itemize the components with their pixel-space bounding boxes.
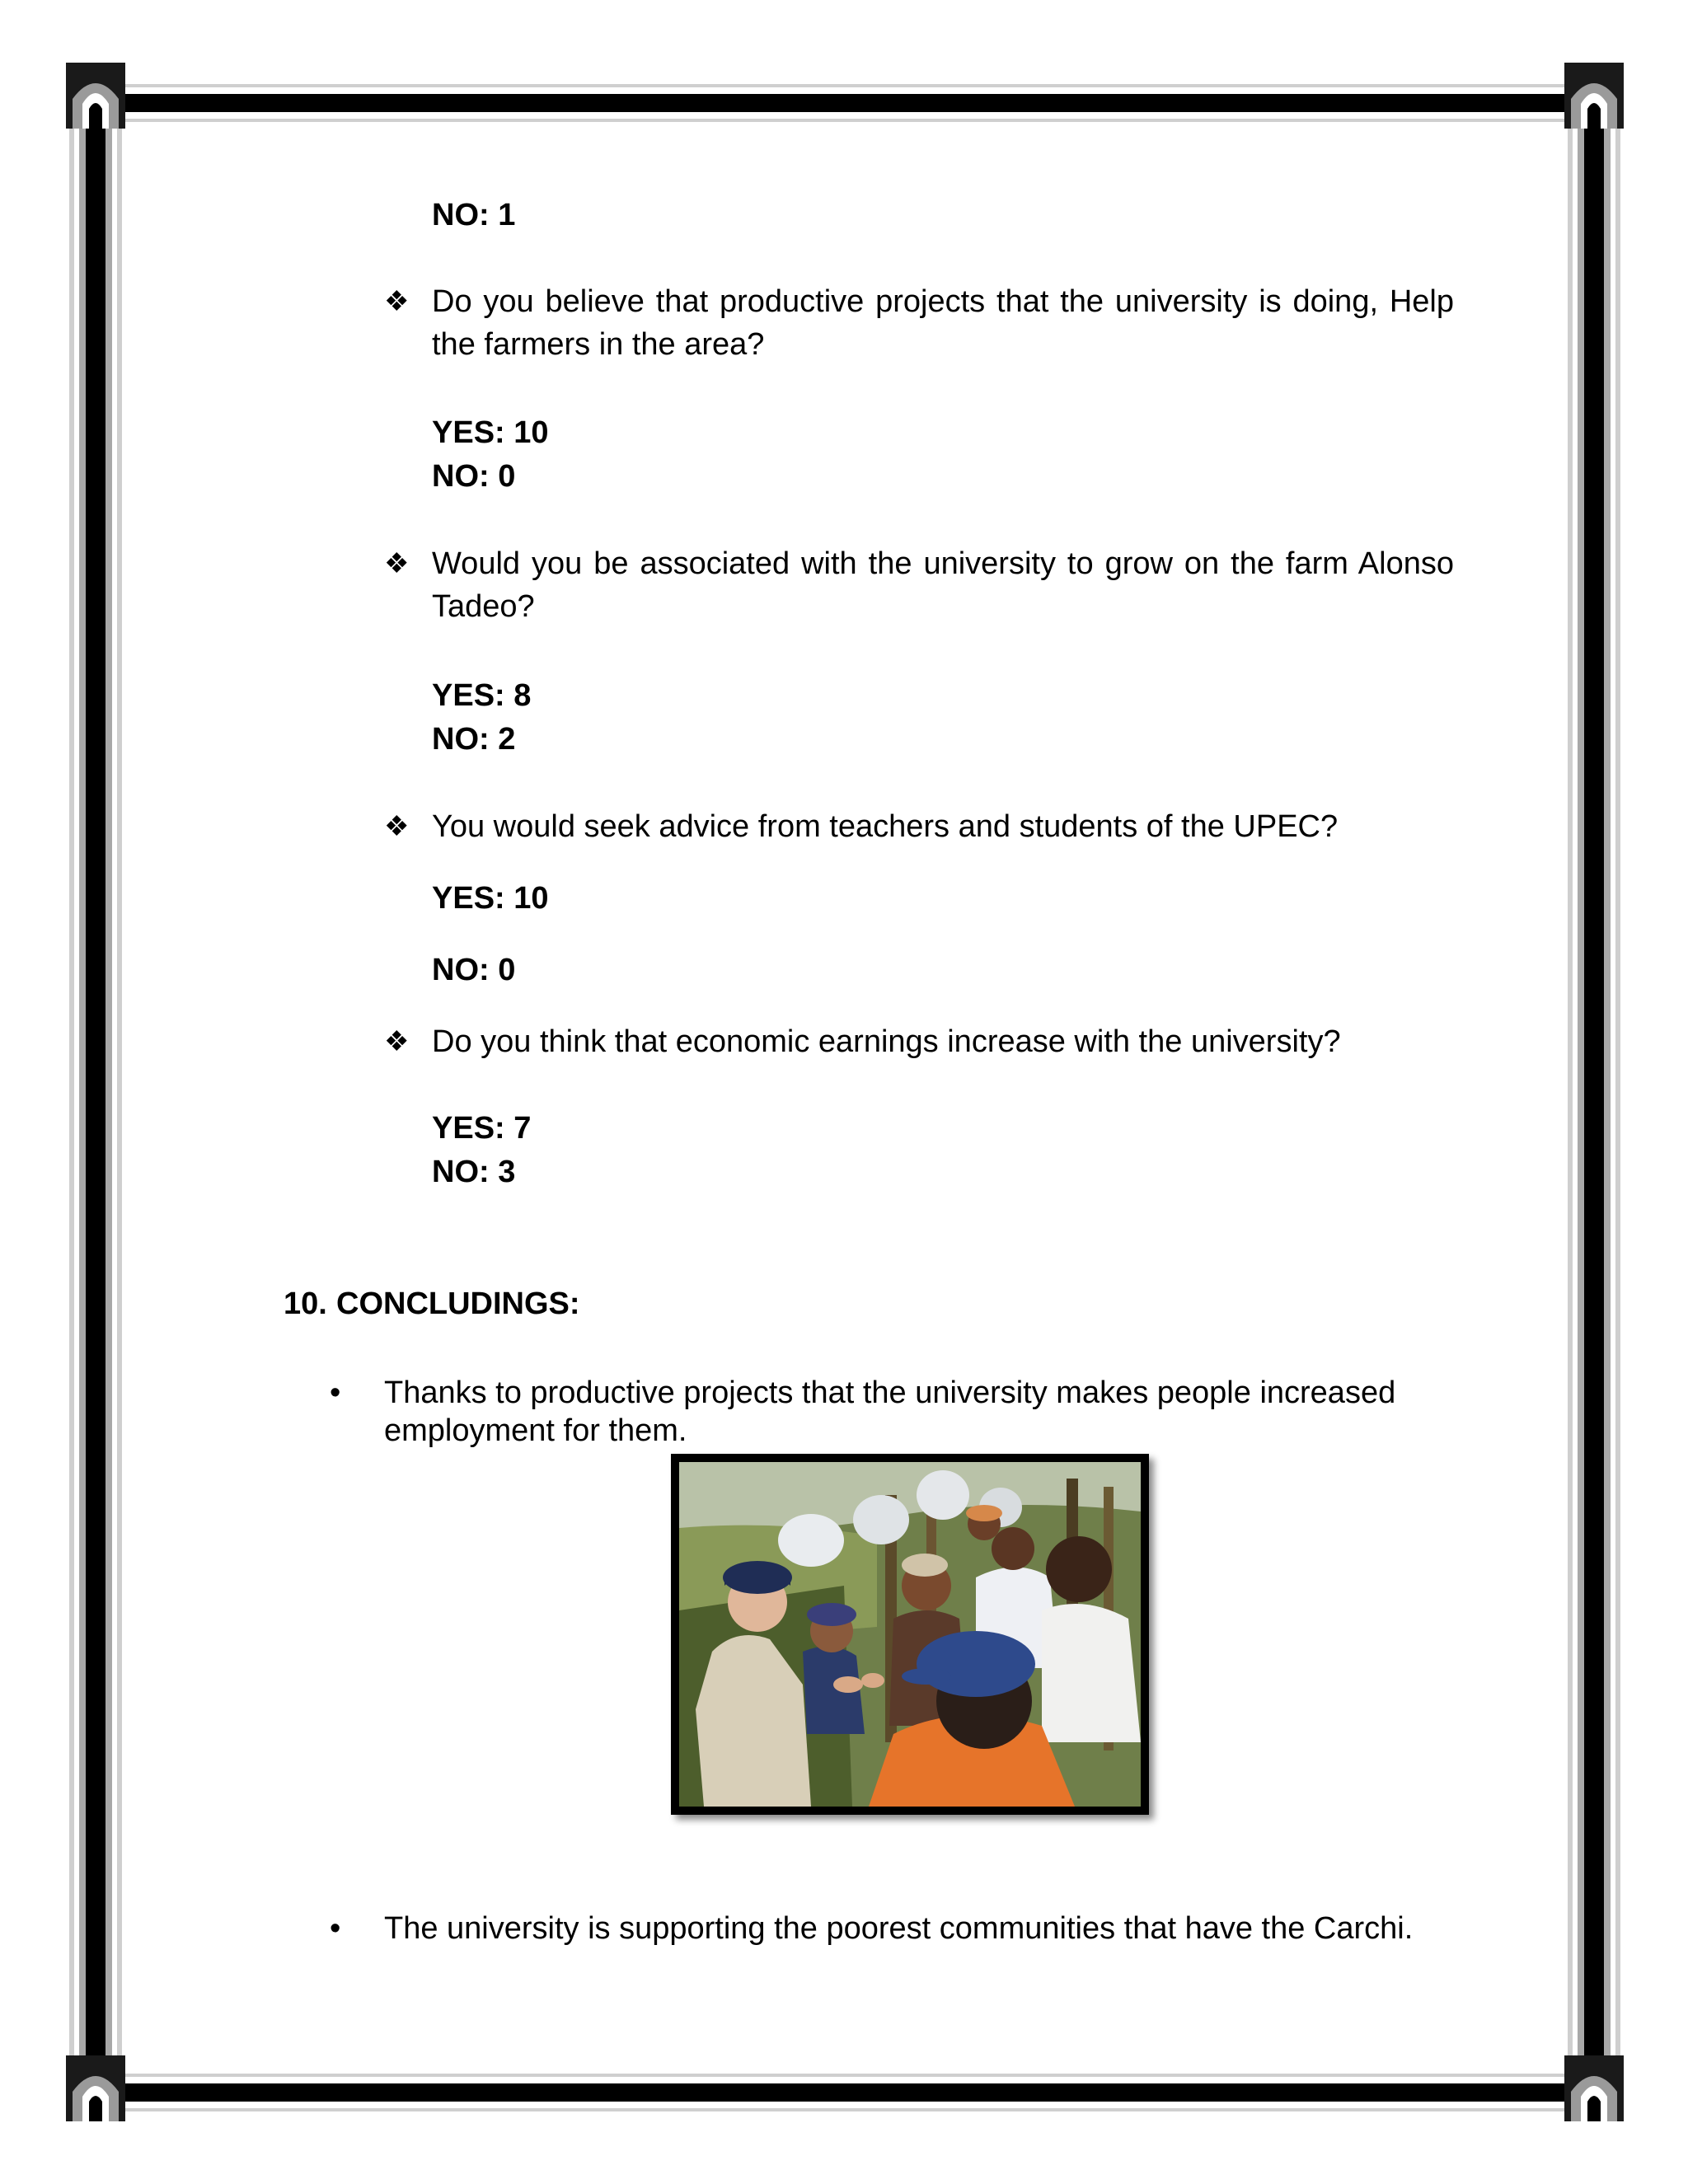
survey-question: Do you think that economic earnings increase with the university?: [432, 1024, 1341, 1059]
conclusion-item: Thanks to productive projects that the university makes people increased employment for them.: [384, 1376, 1396, 1448]
section-number: 10.: [284, 1286, 327, 1321]
section-title: CONCLUDINGS:: [336, 1286, 580, 1321]
survey-answer: YES: 10: [432, 881, 549, 916]
bullet-dot-icon: •: [330, 1911, 341, 1946]
diamond-bullet-icon: ❖: [384, 811, 410, 842]
survey-answer: YES: 7: [432, 1111, 532, 1146]
survey-answer: NO: 3: [432, 1155, 516, 1189]
survey-answer: NO: 1: [432, 198, 516, 232]
bullet-dot-icon: •: [330, 1376, 341, 1410]
survey-question: You would seek advice from teachers and students of the UPEC?: [432, 809, 1339, 844]
farmers-field-photo-icon: [679, 1462, 1141, 1807]
section-heading: [284, 1282, 580, 1325]
survey-answer: NO: 0: [432, 459, 516, 494]
farmers-field-photo: [671, 1454, 1149, 1815]
diamond-bullet-icon: ❖: [384, 548, 410, 579]
survey-answer: NO: 0: [432, 953, 516, 987]
diamond-bullet-icon: ❖: [384, 286, 410, 317]
survey-answer: YES: 8: [432, 678, 532, 713]
survey-question: Would you be associated with the university to grow on the farm Alonso Tadeo?: [432, 546, 1454, 624]
diamond-bullet-icon: ❖: [384, 1026, 410, 1057]
survey-answer: YES: 10: [432, 415, 549, 450]
survey-answer: NO: 2: [432, 722, 516, 757]
survey-question: Do you believe that productive projects that the university is doing, Help the farmers in the area?: [432, 284, 1454, 362]
conclusion-item: The university is supporting the poorest communities that have the Carchi.: [384, 1911, 1414, 1946]
